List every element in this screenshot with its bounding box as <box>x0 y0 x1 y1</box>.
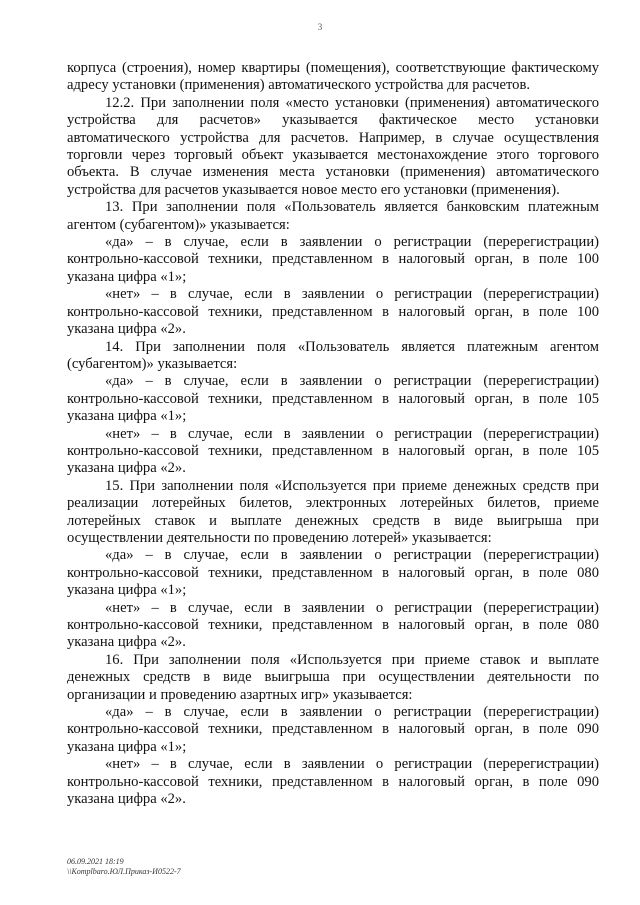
paragraph: «да» – в случае, если в заявлении о регистрации (перерегистрации) контрольно-кассовой техники, представленном в налоговый орган, в поле 090 указана цифра «1»; <box>67 704 599 755</box>
paragraph: «нет» – в случае, если в заявлении о регистрации (перерегистрации) контрольно-кассовой техники, представленном в налоговый орган, в поле 100 указана цифра «2». <box>67 286 599 338</box>
footer-date: 06.09.2021 18:19 <box>67 857 124 866</box>
paragraph: «нет» – в случае, если в заявлении о регистрации (перерегистрации) контрольно-кассовой техники, представленном в налоговый орган, в поле 105 указана цифра «2». <box>67 425 599 477</box>
paragraph: «нет» – в случае, если в заявлении о регистрации (перерегистрации) контрольно-кассовой техники, представленном в налоговый орган, в поле 080 указана цифра «2». <box>67 599 599 651</box>
paragraph: корпуса (строения), номер квартиры (помещения), соответствующие фактическому адресу установки (применения) автоматического устройства для расчетов. <box>67 60 599 94</box>
paragraph: «да» – в случае, если в заявлении о регистрации (перерегистрации) контрольно-кассовой техники, представленном в налоговый орган, в поле 080 указана цифра «1»; <box>67 547 599 599</box>
paragraph: 15. При заполнении поля «Используется при приеме денежных средств при реализации лотерейных билетов, электронных лотерейных билетов, приеме лотерейных ставок и выплате денежных средств в виде выигрыша при осуществлении деятельности по проведению лотерей» указывается: <box>67 477 599 546</box>
paragraph: 14. При заполнении поля «Пользователь является платежным агентом (субагентом)» указывается: <box>67 338 599 372</box>
document-body <box>67 60 599 808</box>
footer-stamp <box>67 857 181 877</box>
paragraph: 12.2. При заполнении поля «место установки (применения) автоматического устройства для расчетов» указывается фактическое место установки автоматического устройства для расчетов. Например, в случае осуществления торговли через торговый объект указывается местонахождение этого торгового объекта. В случае изменения места установки (применения) автоматического устройства для расчетов указывается новое место его установки (применения). <box>67 94 599 198</box>
paragraph: 16. При заполнении поля «Используется при приеме ставок и выплате денежных средств в виде выигрыша при осуществлении деятельности по организации и проведению азартных игр» указывается: <box>67 651 599 703</box>
page-number: 3 <box>317 22 323 32</box>
paragraph: «нет» – в случае, если в заявлении о регистрации (перерегистрации) контрольно-кассовой техники, представленном в налоговый орган, в поле 090 указана цифра «2». <box>67 756 599 808</box>
footer-path: \\Komplbaro.ЮЛ.Приказ-И0522-7 <box>67 867 181 876</box>
paragraph: «да» – в случае, если в заявлении о регистрации (перерегистрации) контрольно-кассовой техники, представленном в налоговый орган, в поле 100 указана цифра «1»; <box>67 234 599 285</box>
paragraph: 13. При заполнении поля «Пользователь является банковским платежным агентом (субагентом)» указывается: <box>67 199 599 233</box>
paragraph: «да» – в случае, если в заявлении о регистрации (перерегистрации) контрольно-кассовой техники, представленном в налоговый орган, в поле 105 указана цифра «1»; <box>67 373 599 425</box>
